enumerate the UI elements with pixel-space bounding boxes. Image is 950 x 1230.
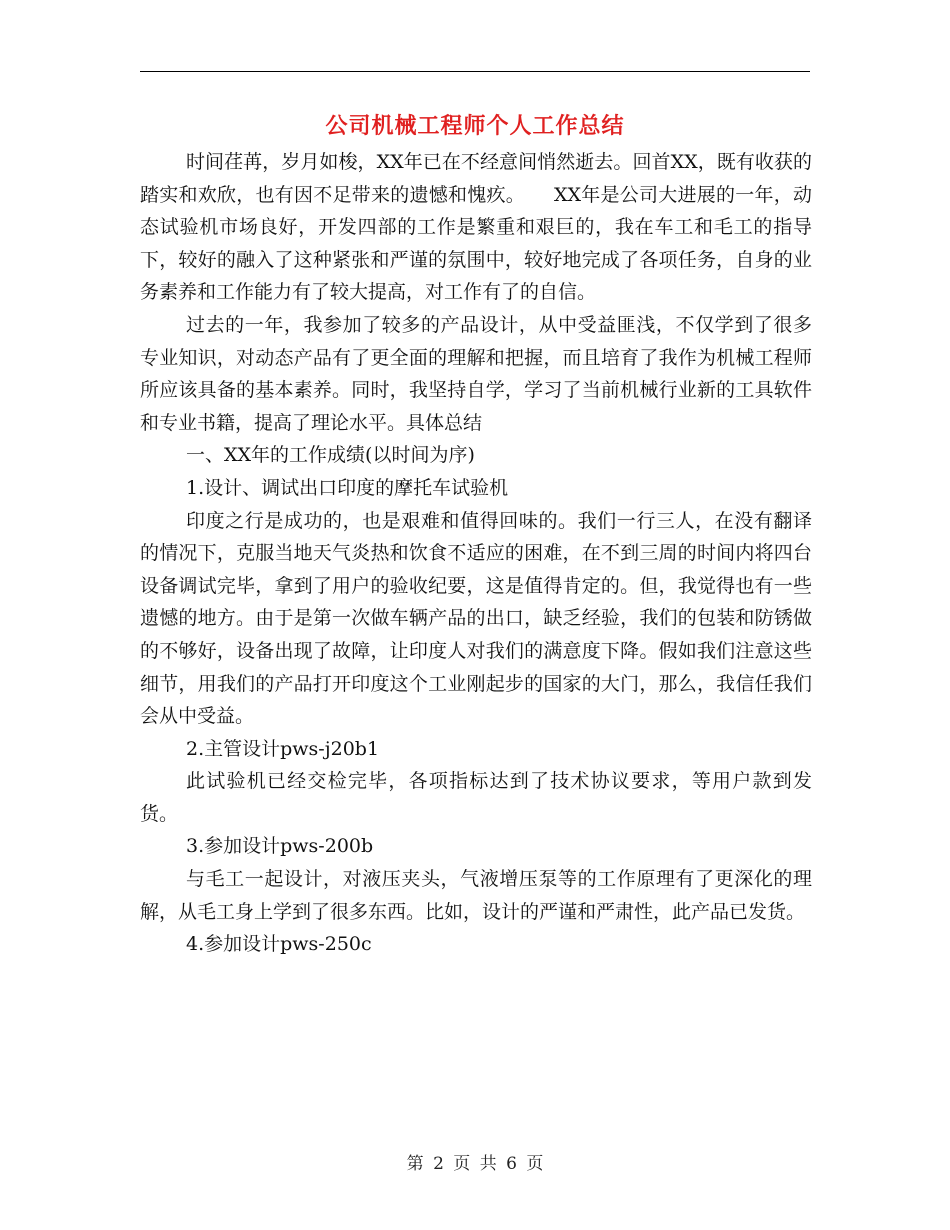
paragraph: 与毛工一起设计，对液压夹头，气液增压泵等的工作原理有了更深化的理解，从毛工身上学到了很多东西。比如，设计的严谨和严肃性，此产品已发货。 (140, 868, 812, 923)
paragraph: 时间荏苒，岁月如梭，XX年已在不经意间悄然逝去。回首XX，既有收获的踏实和欢欣，也有因不足带来的遗憾和愧疚。 XX年是公司大进展的一年，动态试验机市场良好，开发四部的工作是繁重和艰巨的，我在车工和毛工的指导下，较好的融入了这种紧张和严谨的氛围中，较好地完成了各项任务，自身的业务素养和工作能力有了较大提高，对工作有了的自信。 (140, 151, 812, 304)
item-heading: 2.主管设计pws-j20b1 (186, 737, 380, 760)
document-body (140, 146, 812, 961)
paragraph: 过去的一年，我参加了较多的产品设计，从中受益匪浅，不仅学到了很多专业知识，对动态产品有了更全面的理解和把握，而且培育了我作为机械工程师所应该具备的基本素养。同时，我坚持自学，学习了当前机械行业新的工具软件和专业书籍，提高了理论水平。具体总结 (140, 313, 812, 434)
item-heading: 4.参加设计pws-250c (186, 933, 372, 956)
paragraph: 印度之行是成功的，也是艰难和值得回味的。我们一行三人，在没有翻译的情况下，克服当地天气炎热和饮食不适应的困难，在不到三周的时间内将四台设备调试完毕，拿到了用户的验收纪要，这是值得肯定的。但，我觉得也有一些遗憾的地方。由于是第一次做车辆产品的出口，缺乏经验，我们的包装和防锈做的不够好，设备出现了故障，让印度人对我们的满意度下降。假如我们注意这些细节，用我们的产品打开印度这个工业刚起步的国家的大门，那么，我信任我们会从中受益。 (140, 509, 812, 728)
item-heading: 3.参加设计pws-200b (186, 835, 374, 858)
document-title: 公司机械工程师个人工作总结 (325, 113, 625, 139)
section-heading: 一、XX年的工作成绩(以时间为序) (186, 444, 475, 467)
header-rule (140, 71, 810, 72)
paragraph: 此试验机已经交检完毕，各项指标达到了技术协议要求，等用户款到发货。 (140, 770, 812, 825)
page-number: 第 2 页 共 6 页 (406, 1154, 544, 1174)
item-heading: 1.设计、调试出口印度的摩托车试验机 (186, 476, 509, 499)
